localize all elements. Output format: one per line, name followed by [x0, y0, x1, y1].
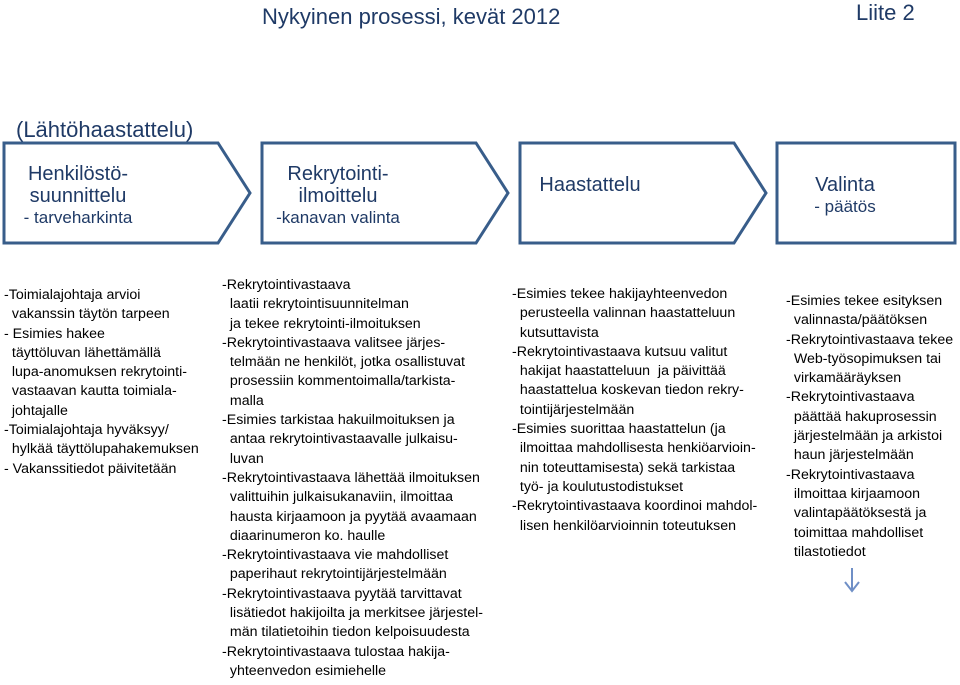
col4-line: -Rekrytointivastaava	[786, 389, 915, 406]
col3-line: ilmoittaa mahdollisesta henkiöarvioin-	[512, 440, 756, 457]
col2-line: luvan	[222, 450, 264, 467]
col4-line: tilastotiedot	[786, 543, 866, 560]
col2-line: lisätiedot hakijoilta ja merkitsee järjestel-	[222, 605, 484, 622]
col3-line: -Rekrytointivastaava koordinoi mahdol-	[512, 498, 758, 515]
page-title: Nykyinen prosessi, kevät 2012	[262, 4, 561, 29]
col2-line: -Rekrytointivastaava tulostaa hakija-	[222, 643, 450, 660]
col2-line: yhteenvedon esimiehelle	[222, 662, 387, 679]
appendix-label: Liite 2	[856, 0, 915, 25]
col4-line: Web-työsopimuksen tai	[786, 350, 942, 367]
col2-line: -Rekrytointivastaava	[222, 277, 351, 293]
col3-line: työ- ja koulutustodistukset	[512, 478, 684, 495]
col2-line: antaa rekrytointivastaavalle julkaisu-	[222, 431, 458, 448]
stage-4-line1: Valinta	[815, 174, 875, 196]
down-arrow-icon	[842, 566, 862, 594]
col4-line: ilmoittaa kirjaamoon	[786, 485, 921, 502]
col2-line: diaarinumeron ko. haulle	[222, 527, 386, 544]
stage-1-line2: suunnittelu	[29, 185, 127, 207]
col2-line: -Rekrytointivastaava vie mahdolliset	[222, 547, 449, 564]
column-4-text	[786, 292, 953, 562]
col2-line: valittuihin julkaisukanaviin, ilmoittaa	[222, 489, 454, 506]
col2-line: telmään ne henkilöt, jotka osallistuvat	[222, 354, 465, 371]
col3-line: hakijat haastatteluun ja päivittää	[512, 363, 726, 380]
col3-line: tointijärjestelmään	[512, 401, 635, 418]
col1-line: -Toimialajohtaja hyväksyy/	[4, 422, 169, 439]
stage-4-sub: - päätös	[814, 197, 876, 216]
stage-4-label	[780, 174, 910, 218]
col1-line: lupa-anomuksen rekrytointi-	[4, 364, 187, 381]
col1-line: - Vakanssitiedot päivitetään	[4, 460, 177, 477]
col3-line: -Rekrytointivastaava kutsuu valitut	[512, 343, 728, 360]
col3-line: -Esimies suorittaa haastattelun (ja	[512, 421, 726, 438]
col1-line: vakanssin täytön tarpeen	[4, 306, 170, 323]
column-2-text	[222, 276, 483, 681]
col4-line: -Esimies tekee esityksen	[786, 293, 943, 309]
col1-line: täyttöluvan lähettämällä	[4, 344, 161, 361]
stage-1-label	[8, 163, 148, 229]
col2-line: malla	[222, 392, 264, 409]
col4-line: päättää hakuprosessin	[786, 408, 937, 425]
col2-line: laatii rekrytointisuunnitelman	[222, 296, 409, 313]
col1-line: johtajalle	[4, 402, 68, 419]
stage-2-sub: -kanavan valinta	[276, 208, 400, 227]
col3-line: haastattelua koskevan tiedon rekry-	[512, 382, 744, 399]
stage-2-line1: Rekrytointi-	[287, 163, 389, 185]
col3-line: lisen henkilöarvioinnin toteutuksen	[512, 517, 736, 534]
col4-line: -Rekrytointivastaava	[786, 466, 915, 483]
col2-line: prosessiin kommentoimalla/tarkista-	[222, 373, 456, 390]
col2-line: -Rekrytointivastaava pyytää tarvittavat	[222, 585, 462, 602]
col2-line: hausta kirjaamoon ja pyytää avaamaan	[222, 508, 477, 525]
col4-line: virkamääräyksen	[786, 370, 902, 387]
column-3-text	[512, 285, 757, 536]
col4-line: haun järjestelmään	[786, 447, 914, 464]
col1-line: hylkää täyttölupahakemuksen	[4, 441, 199, 458]
col3-line: perusteella valinnan haastatteluun	[512, 305, 736, 322]
col2-line: -Rekrytointivastaava lähettää ilmoituksen	[222, 469, 480, 486]
col2-line: -Rekrytointivastaava valitsee järjes-	[222, 334, 446, 351]
col2-line: -Esimies tarkistaa hakuilmoituksen ja	[222, 412, 455, 429]
col4-line: järjestelmään ja arkistoi	[786, 428, 943, 445]
col3-line: kutsuttavista	[512, 324, 599, 341]
col4-line: valintapäätöksestä ja	[786, 505, 927, 522]
col1-line: - Esimies hakee	[4, 325, 105, 342]
col1-line: -Toimialajohtaja arvioi	[4, 287, 141, 303]
col3-line: nin toteuttamisesta) sekä tarkistaa	[512, 459, 736, 476]
stage-3-label	[520, 174, 660, 196]
stage-2-label	[266, 163, 410, 229]
stage-1-sub: - tarveharkinta	[23, 208, 133, 227]
col3-line: -Esimies tekee hakijayhteenvedon	[512, 286, 728, 302]
col4-line: -Rekrytointivastaava tekee	[786, 331, 954, 348]
col4-line: toimittaa mahdolliset	[786, 524, 924, 541]
col2-line: män tilatietoihin tiedon kelpoisuudesta	[222, 624, 470, 641]
col4-line: valinnasta/päätöksen	[786, 312, 928, 329]
col2-line: paperihaut rekrytointijärjestelmään	[222, 566, 447, 583]
stage-3-line1: Haastattelu	[539, 174, 641, 196]
column-1-text	[4, 286, 199, 479]
subtitle: (Lähtöhaastattelu)	[16, 117, 194, 142]
stage-1-line1: Henkilöstö-	[27, 163, 129, 185]
col2-line: ja tekee rekrytointi-ilmoituksen	[222, 315, 421, 332]
stage-2-line2: ilmoittelu	[298, 185, 378, 207]
col1-line: vastaavan kautta toimiala-	[4, 383, 177, 400]
